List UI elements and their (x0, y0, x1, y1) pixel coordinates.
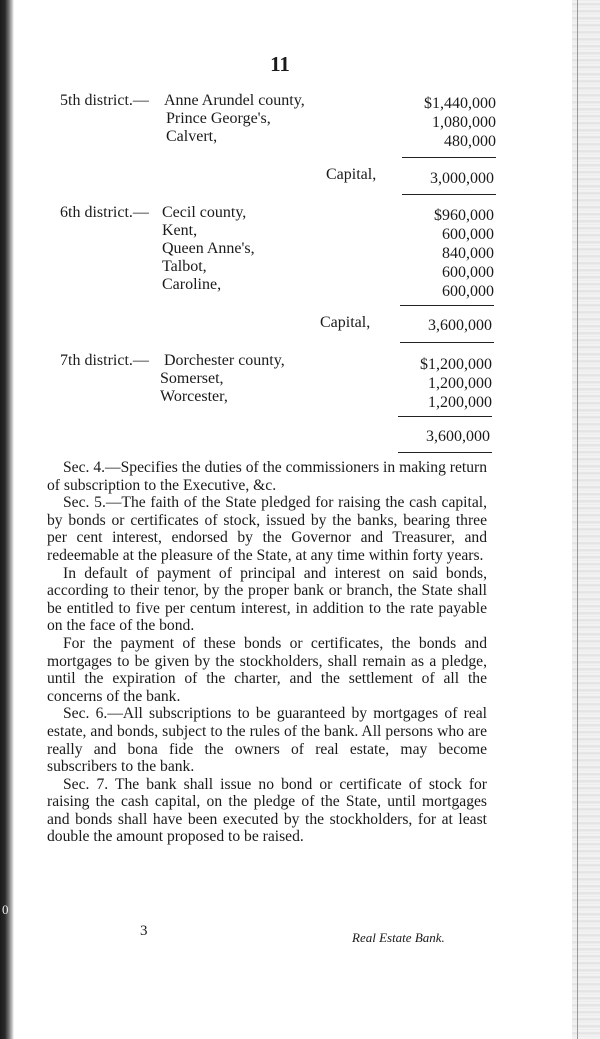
county-amount: 600,000 (442, 264, 494, 281)
county-name: Prince George's, (166, 110, 271, 127)
county-amount: 600,000 (442, 226, 494, 243)
right-page-edge-line (577, 0, 578, 1039)
paragraph: For the payment of these bonds or certificates, the bonds and mortgages to be given by the stockholders, shall remain as a pledge, until the expiration of the charter, and the settlement of all the concerns of the bank. (47, 634, 487, 705)
sum-rule (398, 416, 492, 417)
page-number: 11 (270, 52, 290, 76)
paragraph: Sec. 7. The bank shall issue no bond or certificate of stock for raising the cash capital, on the pledge of the State, until mortgages and bonds shall have been executed by the stockholders, for at least double the amount proposed to be raised. (47, 775, 487, 846)
signature-mark: 3 (140, 923, 148, 939)
county-amount: 1,200,000 (428, 394, 492, 411)
capital-amount: 3,600,000 (426, 428, 490, 445)
sum-rule (400, 305, 494, 306)
county-amount: 840,000 (442, 245, 494, 262)
capital-amount: 3,000,000 (430, 170, 494, 187)
capital-label: Capital, (326, 166, 377, 183)
county-name: Calvert, (166, 128, 218, 145)
county-name: Anne Arundel county, (164, 92, 305, 109)
county-amount: $960,000 (434, 207, 494, 224)
district-5 (60, 91, 360, 151)
left-page-edge (0, 0, 14, 1039)
county-name: Dorchester county, (164, 352, 285, 369)
county-amount: $1,440,000 (424, 95, 496, 112)
county-amount: 480,000 (444, 133, 496, 150)
total-rule (402, 194, 496, 195)
district-6 (60, 203, 360, 298)
district-label: 7th district.— (60, 352, 149, 369)
county-name: Kent, (162, 222, 198, 239)
paragraph: In default of payment of principal and interest on said bonds, according to their tenor, by the proper bank or branch, the State shall be entitled to five per centum interest, in addition to the rate payable on the face of the bond. (47, 564, 487, 635)
county-amount: $1,200,000 (420, 356, 492, 373)
county-name: Queen Anne's, (162, 240, 255, 257)
body-text (47, 459, 487, 846)
capital-label: Capital, (320, 314, 371, 331)
paragraph: Sec. 5.—The faith of the State pledged for raising the cash capital, by bonds or certificates of stock, issued by the banks, bearing three per cent interest, endorsed by the Governor and Treasurer, and redeemable at the pleasure of the State, at any time within forty years. (47, 494, 487, 564)
sum-rule (402, 157, 496, 158)
district-label: 6th district.— (60, 204, 149, 221)
district-7 (60, 351, 360, 411)
county-amount: 1,080,000 (432, 114, 496, 131)
county-name: Caroline, (162, 276, 222, 293)
county-name: Talbot, (162, 258, 207, 275)
county-name: Worcester, (160, 388, 228, 405)
district-label: 5th district.— (60, 92, 149, 109)
county-amount: 600,000 (442, 283, 494, 300)
county-name: Cecil county, (162, 204, 247, 221)
running-title: Real Estate Bank. (352, 930, 445, 945)
county-amount: 1,200,000 (428, 375, 492, 392)
capital-amount: 3,600,000 (428, 317, 492, 334)
total-rule (400, 342, 494, 343)
margin-mark: 0 (2, 902, 9, 917)
total-rule (398, 452, 492, 453)
county-name: Somerset, (160, 370, 224, 387)
paragraph: Sec. 6.—All subscriptions to be guaranteed by mortgages of real estate, and bonds, subject to the rules of the bank. All persons who are really and bona fide the owners of real estate, may become subscribers to the bank. (47, 705, 487, 776)
paragraph: Sec. 4.—Specifies the duties of the commissioners in making return of subscription to the Executive, &c. (47, 459, 487, 494)
